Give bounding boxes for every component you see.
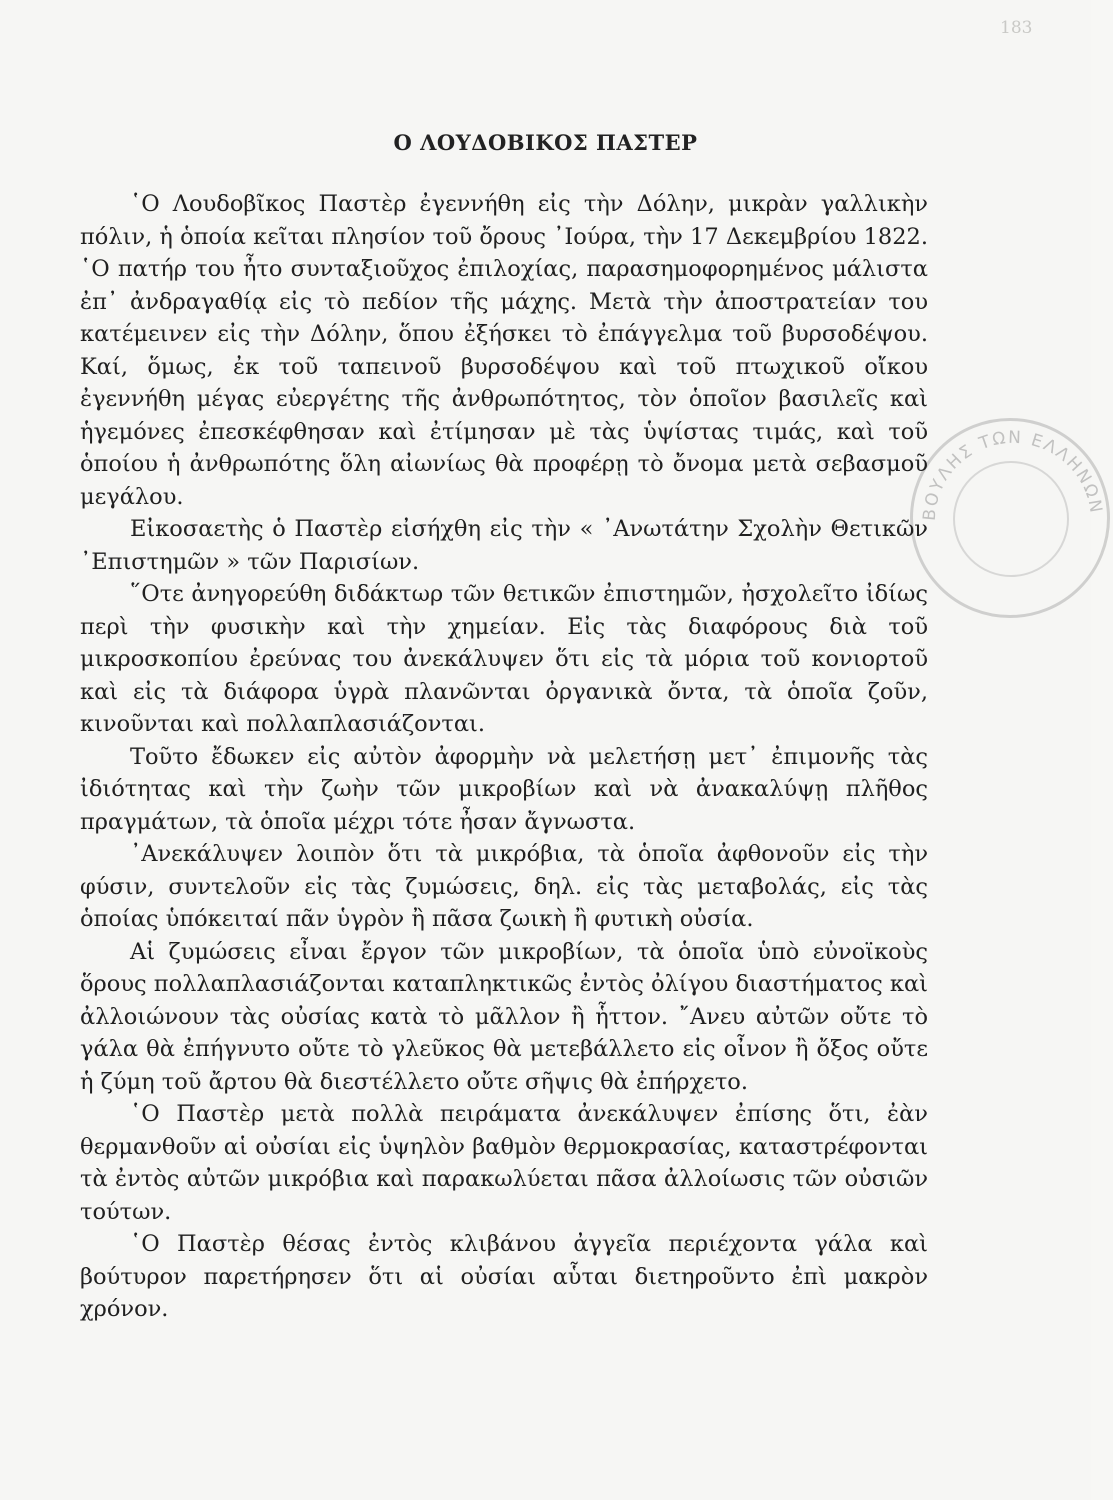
paragraph-1: ῾Ο Λουδοβῖκος Παστὲρ ἐγεννήθη εἰς τὴν Δόλην, μικρὰν γαλλικὴν πόλιν, ἡ ὁποία κεῖται πλησίον τοῦ ὄρους ᾿Ιούρα, τὴν 17 Δεκεμβρίου 1822. ῾Ο πατήρ του ἦτο συνταξιοῦχος ἐπιλοχίας, παρασημοφορημένος μάλιστα ἐπ᾿ ἀνδραγαθίᾳ εἰς τὸ πεδίον τῆς μάχης. Μετὰ τὴν ἀποστρατείαν του κατέμεινεν εἰς τὴν Δόλην, ὅπου ἐξήσκει τὸ ἐπάγγελμα τοῦ βυρσοδέψου. Καί, ὅμως, ἐκ τοῦ ταπεινοῦ βυρσοδέψου καὶ τοῦ πτωχικοῦ οἴκου ἐγεννήθη μέγας εὐεργέτης τῆς ἀνθρωπότητος, τὸν ὁποῖον βασιλεῖς καὶ ἡγεμόνες ἐπεσκέφθησαν καὶ ἐτίμησαν μὲ τὰς ὑψίστας τιμάς, καὶ τοῦ ὁποίου ἡ ἀνθρωπότης ὅλη αἰωνίως θὰ προφέρῃ τὸ ὄνομα μετὰ σεβασμοῦ μεγάλου.	[80, 191, 928, 510]
paragraph-3: ῞Οτε ἀνηγορεύθη διδάκτωρ τῶν θετικῶν ἐπιστημῶν, ἠσχολεῖτο ἰδίως περὶ τὴν φυσικὴν καὶ τὴν χημείαν. Εἰς τὰς διαφόρους διὰ τοῦ μικροσκοπίου ἐρεύνας του ἀνεκάλυψεν ὅτι εἰς τὰ μόρια τοῦ κονιορτοῦ καὶ εἰς τὰ διάφορα ὑγρὰ πλανῶνται ὀργανικὰ ὄντα, τὰ ὁποῖα ζοῦν, κινοῦνται καὶ πολλαπλασιάζονται.	[80, 581, 928, 737]
paragraph-6: Αἱ ζυμώσεις εἶναι ἔργον τῶν μικροβίων, τὰ ὁποῖα ὑπὸ εὐνοϊκοὺς ὅρους πολλαπλασιάζονται καταπληκτικῶς ἐντὸς ὀλίγου διαστήματος καὶ ἀλλοιώνουν τὰς οὐσίας κατὰ τὸ μᾶλλον ἢ ἧττον. ῎Ανευ αὐτῶν οὔτε τὸ γάλα θὰ ἐπήγνυτο οὔτε τὸ γλεῦκος θὰ μετεβάλλετο εἰς οἶνον ἢ ὄξος οὔτε ἡ ζύμη τοῦ ἄρτου θὰ διεστέλλετο οὔτε σῆψις θὰ ἐπήρχετο.	[80, 938, 928, 1095]
page-title: Ο ΛΟΥΔΟΒΙΚΟΣ ΠΑΣΤΕΡ	[393, 130, 698, 155]
svg-text:ΒΟΥΛΗΣ ΤΩΝ ΕΛΛΗΝΩΝ	[920, 428, 1106, 522]
page-number: 183	[1000, 18, 1033, 38]
paragraph-8: ῾Ο Παστὲρ θέσας ἐντὸς κλιβάνου ἀγγεῖα περιέχοντα γάλα καὶ βούτυρον παρετήρησεν ὅτι αἱ οὐσίαι αὗται διετηροῦντο ἐπὶ μακρὸν χρόνον.	[80, 1231, 928, 1322]
paragraph-4: Τοῦτο ἔδωκεν εἰς αὐτὸν ἀφορμὴν νὰ μελετήσῃ μετ᾿ ἐπιμονῆς τὰς ἰδιότητας καὶ τὴν ζωὴν τῶν μικροβίων καὶ νὰ ἀνακαλύψῃ πλῆθος πραγμάτων, τὰ ὁποῖα μέχρι τότε ἦσαν ἄγνωστα.	[80, 743, 928, 835]
stamp-lettering	[913, 421, 1113, 621]
paragraph-2: Εἰκοσαετὴς ὁ Παστὲρ εἰσήχθη εἰς τὴν « ᾿Ανωτάτην Σχολὴν Θετικῶν ᾿Επιστημῶν » τῶν Παρισίων.	[80, 516, 928, 575]
article-body	[80, 188, 928, 1326]
stamp-text: ΒΟΥΛΗΣ ΤΩΝ ΕΛΛΗΝΩΝ	[919, 427, 1106, 522]
paragraph-5: ᾿Ανεκάλυψεν λοιπὸν ὅτι τὰ μικρόβια, τὰ ὁποῖα ἀφθονοῦν εἰς τὴν φύσιν, συντελοῦν εἰς τὰς ζυμώσεις, δηλ. εἰς τὰς μεταβολάς, εἰς τὰς ὁποίας ὑπόκειταί πᾶν ὑγρὸν ἢ πᾶσα ζωικὴ ἢ φυτικὴ οὐσία.	[80, 841, 928, 932]
library-stamp	[910, 418, 1110, 618]
paragraph-7: ῾Ο Παστὲρ μετὰ πολλὰ πειράματα ἀνεκάλυψεν ἐπίσης ὅτι, ἐὰν θερμανθοῦν αἱ οὐσίαι εἰς ὑψηλὸν βαθμὸν θερμοκρασίας, καταστρέφονται τὰ ἐντὸς αὐτῶν μικρόβια καὶ παρακωλύεται πᾶσα ἀλλοίωσις τῶν οὐσιῶν τούτων.	[80, 1101, 928, 1225]
